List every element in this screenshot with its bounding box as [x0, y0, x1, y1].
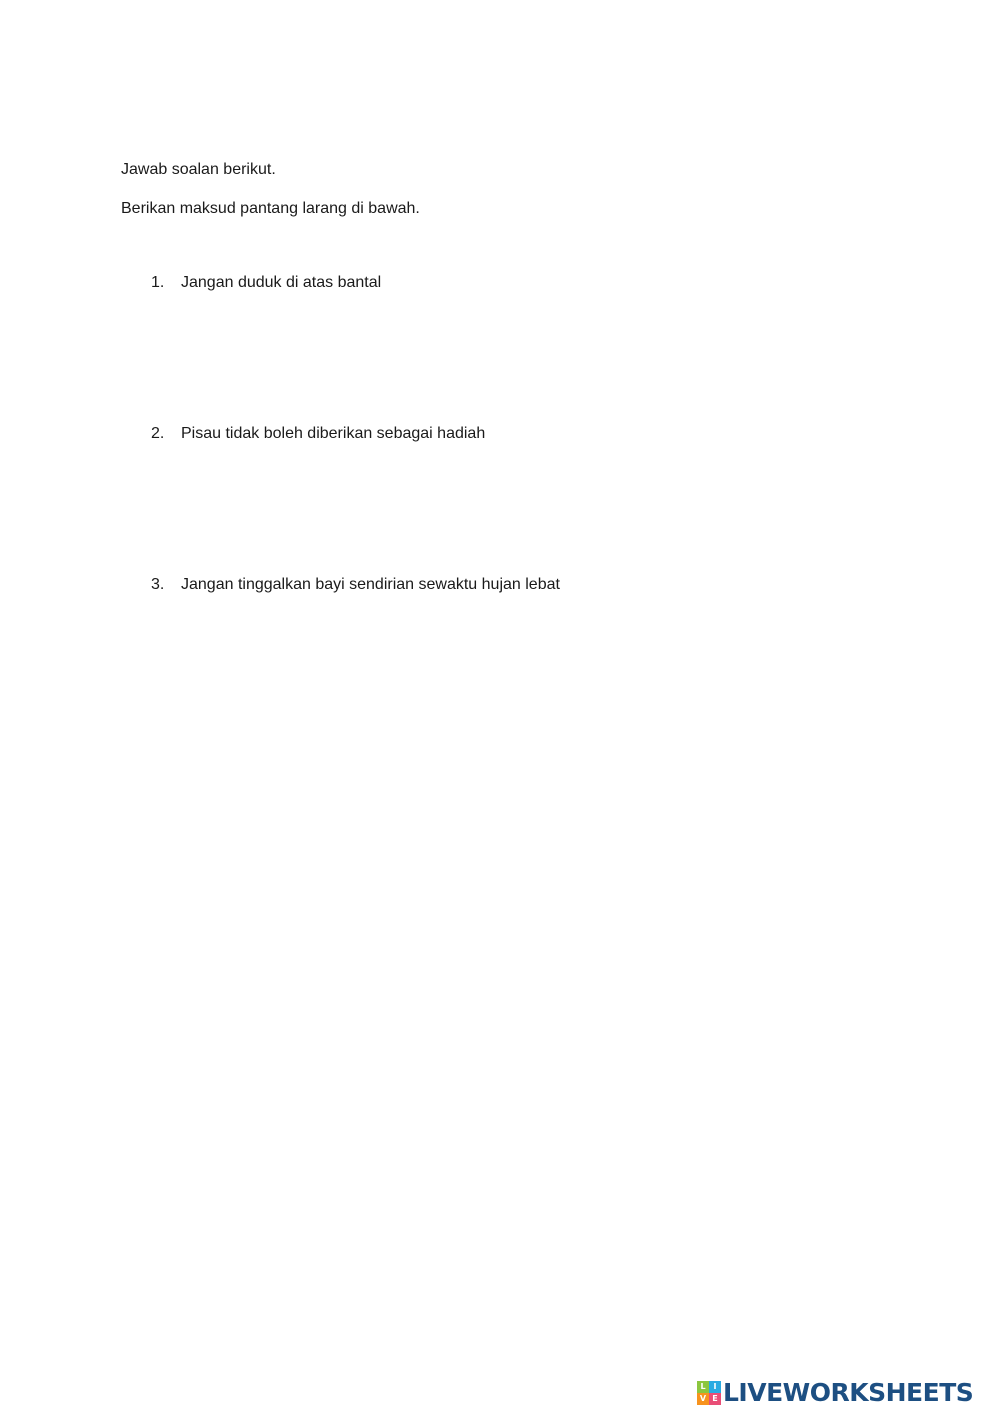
question-number: 2. — [151, 425, 165, 442]
question-item-3 — [151, 575, 560, 595]
liveworksheets-branding — [697, 1378, 973, 1408]
brand-wordmark: LIVEWORKSHEETS — [723, 1378, 974, 1407]
logo-letter-i: I — [709, 1381, 721, 1393]
logo-letter-e: E — [709, 1393, 721, 1405]
question-number: 3. — [151, 576, 165, 593]
question-text: Jangan tinggalkan bayi sendirian sewaktu hujan lebat — [181, 576, 560, 593]
question-item-2 — [151, 424, 485, 444]
question-item-1 — [151, 273, 381, 293]
instruction-line-1: Jawab soalan berikut. — [121, 161, 276, 178]
question-text: Pisau tidak boleh diberikan sebagai hadiah — [181, 425, 486, 442]
question-text: Jangan duduk di atas bantal — [181, 274, 382, 291]
logo-letter-l: L — [697, 1381, 709, 1393]
logo-letter-v: V — [697, 1393, 709, 1405]
instruction-line-2: Berikan maksud pantang larang di bawah. — [121, 200, 420, 217]
question-number: 1. — [151, 274, 165, 291]
liveworksheets-logo-icon — [697, 1381, 721, 1405]
